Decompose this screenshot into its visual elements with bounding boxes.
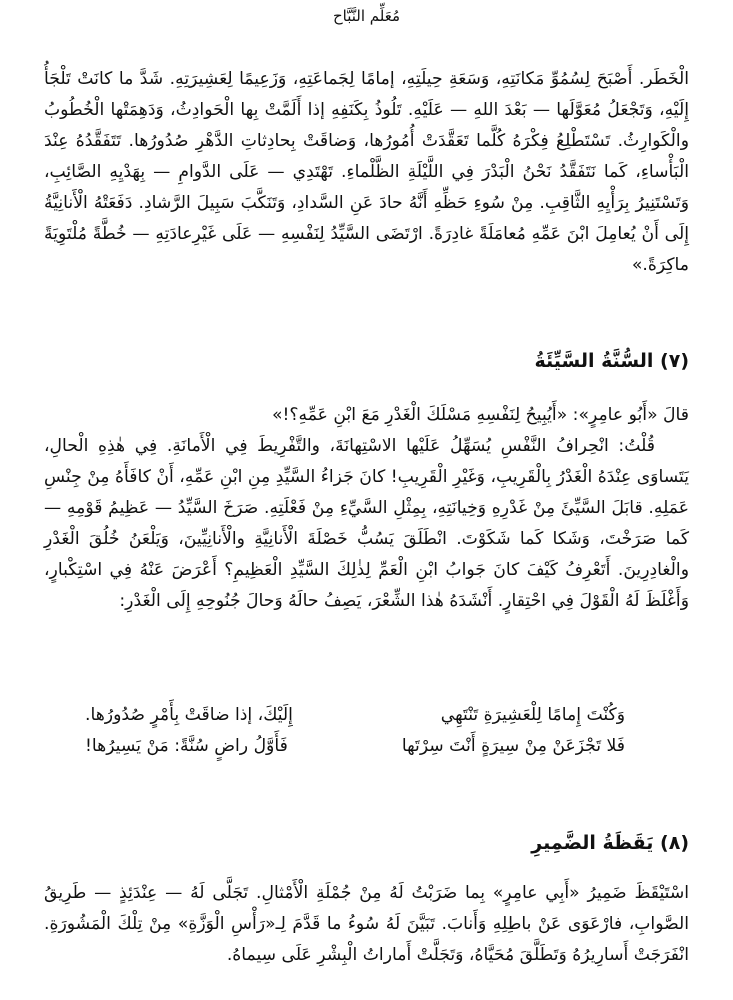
- intro-paragraph: الْخَطَر. أَصْبَحَ لِسُمُوِّ مَكانَتِهِ، وَسَعَةِ حِيلَتِهِ، إمامًا لِجَماعَتِهِ، وَزَعِيمًا لِعَشِيرَتِهِ. شَدَّ ما كانَتْ تَلْجَأُ إِلَيْهِ، وَتَجْعَلُ مُعَوَّلَها — بَعْدَ اللهِ — عَلَيْهِ. تَلُوذُ بِكَنَفِهِ إذا أَلَمَّتْ بِها الْحَوادِثُ، وَدَهِمَتْها الْخُطُوبُ والْكَوارِثُ. تَسْتَطْلِعُ فِكْرَهُ كُلَّما تَعَقَّدَتْ أُمُورُها، وَضاقَتْ بِحادِثاتِ الدَّهْرِ صُدُورُها. تَتَفَقَّدُهُ عِنْدَ الْبَأْساءِ، كَما نَتَفَقَّدُ نَحْنُ الْبَدْرَ فِي اللَّيْلَةِ الظَّلْماءِ. تَهْتَدِي — عَلَى الدَّوامِ — بِهَدْيِهِ الصَّائِبِ، وَتَسْتَنِيرُ بِرَأْيِهِ الثَّاقِبِ. مِنْ سُوءِ حَظِّهِ أَنَّهُ حادَ عَنِ السَّدادِ، وَتَنَكَّبَ سَبِيلَ الرَّشادِ. دَفَعَتْهُ الْأَنانِيَّةُ إِلَى أَنْ يُعامِلَ ابْنَ عَمِّهِ مُعامَلَةً غادِرَةً. ارْتَضَى السَّيِّدُ لِنَفْسِهِ — عَلَى غَيْرِعادَتِهِ — خُطَّةً مُلْتَوِيَةً ماكِرَةً.»: [44, 69, 689, 275]
- poem-verse-2: [85, 731, 625, 762]
- section-8-heading: (٨) يَقَظَةُ الضَّمِيرِ: [531, 832, 689, 854]
- poem: [85, 700, 625, 762]
- intro-block: [44, 64, 689, 281]
- running-header: مُعَلِّم النَّبَّاح: [332, 7, 401, 25]
- section-7-question: قالَ «أَبُو عامِرٍ»: «أَيُبِيحُ لِنَفْسِهِ مَسْلَكَ الْغَدْرِ مَعَ ابْنِ عَمِّهِ؟!»: [271, 405, 689, 425]
- poem-verse-2-second: فَأَوَّلُ راضٍ سُنَّةً: مَنْ يَسِيرُها!: [85, 736, 288, 756]
- poem-verse-2-first: فَلا تَجْزَعَنْ مِنْ سِيرَةٍ أَنْتَ سِرْتَها: [401, 736, 625, 756]
- poem-verse-1: [85, 700, 625, 731]
- section-8-body: [44, 878, 689, 971]
- section-8-paragraph: اسْتَيْقَظَ ضَمِيرُ «أَبِي عامِرٍ» بِما ضَرَبْتُ لَهُ مِنْ جُمْلَةِ الْأَمْثالِ. تَجَلَّى لَهُ — عِنْدَئِذٍ — طَرِيقُ الصَّوابِ، فارْعَوَى عَنْ باطِلِهِ وَأَنابَ. تَبَيَّنَ لَهُ سُوءُ ما قَدَّمَ لِـ«رَأْسِ الْوَزَّةِ» مِنْ تِلْكَ الْمَشُورَةِ. انْفَرَجَتْ أَسارِيرُهُ وَتَطَلَّقَ مُحَيَّاهُ، وَتَجَلَّتْ أَماراتُ الْبِشْرِ عَلَى سِيماهُ.: [44, 883, 689, 965]
- poem-verse-1-second: إِلَيْكَ، إذا ضاقَتْ بِأَمْرٍ صُدُورُها.: [85, 705, 293, 725]
- poem-verse-1-first: وَكُنْتَ إِمامًا لِلْعَشِيرَةِ تَنْتَهِي: [440, 705, 625, 725]
- section-7-answer: قُلْتُ: انْحِرافُ النَّفْسِ يُسَهِّلُ عَلَيْها الاسْتِهانَةَ، والتَّفْرِيطَ فِي الْأَمانَةِ. فِي هٰذِهِ الْحالِ، يَتَساوَى عِنْدَهُ الْغَدْرُ بِالْقَرِيبِ، وَغَيْرِ الْقَرِيبِ! كانَ جَزاءُ السَّيِّدِ مِنِ ابْنِ عَمِّهِ، أَنْ كافَأَهُ مِنْ جِنْسِ عَمَلِهِ. قابَلَ السَّيِّئَ مِنْ غَدْرِهِ وَخِيانَتِهِ، بِمِثْلِ السَّيِّءِ مِنْ فَعْلَتِهِ. صَرَخَ السَّيِّدُ — عَظِيمُ قَوْمِهِ — كَما صَرَخْتَ، وَشَكا كَما شَكَوْتَ. انْطَلَقَ يَسُبُّ خَصْلَةَ الْأَنانِيَّةِ والْأَنانِيِّينَ، وَيَلْعَنُ خُلُقَ الْغَدْرِ والْغادِرِينَ. أَتَعْرِفُ كَيْفَ كانَ جَوابُ ابْنِ الْعَمِّ لِذٰلِكَ السَّيِّدِ الْعَظِيمِ؟ أَعْرَضَ عَنْهُ فِي اسْتِكْبارٍ، وَأَغْلَظَ لَهُ الْقَوْلَ فِي احْتِقارٍ. أَنْشَدَهُ هٰذا الشِّعْرَ، يَصِفُ حالَهُ وَحالَ جُنُوحِهِ إِلَى الْغَدْرِ:: [44, 436, 689, 611]
- section-7-heading: (٧) السُّنَّةُ السَّيِّئَةُ: [534, 350, 689, 372]
- section-7-body: [44, 400, 689, 617]
